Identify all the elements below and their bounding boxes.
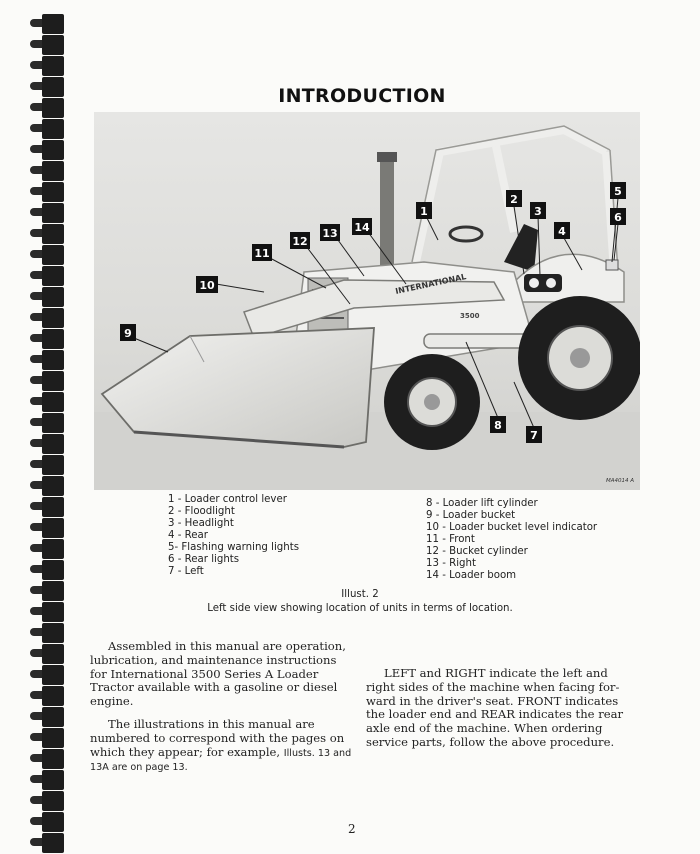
binding-coil xyxy=(24,224,68,242)
figure-code: MA4014 A xyxy=(605,478,634,484)
callout-4 xyxy=(554,222,570,239)
binding-coil xyxy=(24,350,68,368)
binding-coil xyxy=(24,308,68,326)
svg-text:9: 9 xyxy=(124,327,132,340)
binding-coil xyxy=(24,770,68,788)
binding-coil xyxy=(24,140,68,158)
svg-text:2: 2 xyxy=(510,193,518,206)
illustration-description: Left side view showing location of units in terms of location. xyxy=(207,603,513,614)
binding-coil xyxy=(24,728,68,746)
svg-text:7: 7 xyxy=(530,429,538,442)
binding-coil xyxy=(24,644,68,662)
binding-coil xyxy=(24,56,68,74)
page-number: 2 xyxy=(348,822,356,836)
binding-coil xyxy=(24,518,68,536)
callout-13 xyxy=(320,224,340,241)
callout-14 xyxy=(352,218,372,235)
svg-text:6: 6 xyxy=(614,211,622,224)
binding-coil xyxy=(24,182,68,200)
illustration-caption xyxy=(200,588,520,616)
binding-coil xyxy=(24,833,68,851)
callout-3 xyxy=(530,202,546,219)
legend-right xyxy=(426,498,597,582)
binding-coil xyxy=(24,266,68,284)
binding-coil xyxy=(24,812,68,830)
binding-coil xyxy=(24,371,68,389)
binding-coil xyxy=(24,560,68,578)
callout-8 xyxy=(490,416,506,433)
svg-text:10: 10 xyxy=(199,279,215,292)
binding-coil xyxy=(24,119,68,137)
callout-6 xyxy=(610,208,626,225)
svg-text:8: 8 xyxy=(494,419,502,432)
binding-coil xyxy=(24,665,68,683)
loader-tractor-photo xyxy=(94,112,640,490)
legend-item: 13 - Right xyxy=(426,558,476,569)
binding-coil xyxy=(24,392,68,410)
binding-coil xyxy=(24,476,68,494)
binding-coil xyxy=(24,413,68,431)
legend-item: 5- Flashing warning lights xyxy=(168,542,300,553)
right-column xyxy=(366,667,624,759)
callout-5 xyxy=(610,182,626,199)
legend-left xyxy=(168,494,299,578)
legend-item: 7 - Left xyxy=(168,566,204,577)
svg-text:3: 3 xyxy=(534,205,542,218)
binding-coil xyxy=(24,623,68,641)
callout-12 xyxy=(290,232,310,249)
callout-2 xyxy=(506,190,522,207)
legend-item: 9 - Loader bucket xyxy=(426,510,516,521)
callout-1 xyxy=(416,202,432,219)
callout-10 xyxy=(196,276,218,293)
model-decal: 3500 xyxy=(460,312,480,320)
legend-item: 14 - Loader boom xyxy=(426,570,517,581)
binding-coil xyxy=(24,77,68,95)
orientation-paragraph: LEFT and RIGHT indicate the left and right sides of the machine when facing for-ward in the driver's seat. FRONT indicates the loader end and REAR indicates the rear axle end of the machine. When ordering service parts, follow the above procedure. xyxy=(366,666,624,749)
legend-item: 4 - Rear xyxy=(168,530,208,541)
legend-item: 12 - Bucket cylinder xyxy=(426,546,528,557)
binding-coil xyxy=(24,35,68,53)
svg-text:4: 4 xyxy=(558,225,566,238)
legend-item: 2 - Floodlight xyxy=(168,506,235,517)
spiral-binding xyxy=(0,0,70,854)
binding-coil xyxy=(24,14,68,32)
binding-coil xyxy=(24,455,68,473)
binding-coil xyxy=(24,602,68,620)
binding-coil xyxy=(24,539,68,557)
binding-coil xyxy=(24,98,68,116)
binding-coil xyxy=(24,434,68,452)
legend-item: 3 - Headlight xyxy=(168,518,234,529)
callout-7 xyxy=(526,426,542,443)
tractor-decal: INTERNATIONAL xyxy=(394,272,468,296)
callout-11 xyxy=(252,244,272,261)
svg-text:1: 1 xyxy=(420,205,428,218)
binding-coil xyxy=(24,161,68,179)
binding-coil xyxy=(24,203,68,221)
svg-text:5: 5 xyxy=(614,185,622,198)
binding-coil xyxy=(24,749,68,767)
binding-coil xyxy=(24,581,68,599)
binding-coil xyxy=(24,329,68,347)
binding-coil xyxy=(24,287,68,305)
callout-9 xyxy=(120,324,136,341)
page-title: INTRODUCTION xyxy=(278,85,446,107)
svg-text:14: 14 xyxy=(354,221,370,234)
binding-coil xyxy=(24,497,68,515)
legend-item: 6 - Rear lights xyxy=(168,554,240,565)
intro-paragraph: Assembled in this manual are operation, lubrication, and maintenance instructions for International 3500 Series A Loader Tractor available with a gasoline or diesel engine. xyxy=(90,639,346,709)
legend-item: 10 - Loader bucket level indicator xyxy=(426,522,598,533)
illustration-label: Illust. 2 xyxy=(341,589,379,600)
binding-coil xyxy=(24,791,68,809)
svg-text:11: 11 xyxy=(254,247,270,260)
svg-text:13: 13 xyxy=(322,227,338,240)
legend-item: 11 - Front xyxy=(426,534,475,545)
left-column xyxy=(90,640,352,784)
binding-coil xyxy=(24,686,68,704)
svg-text:12: 12 xyxy=(292,235,308,248)
legend-item: 1 - Loader control lever xyxy=(168,494,287,505)
illustrations-example: Illusts. 13 and 13A are on page 13. xyxy=(90,747,352,774)
illustrations-text: The illustrations in this manual are numbered to correspond with the pages on which they appear; for example, xyxy=(90,716,345,759)
legend-item: 8 - Loader lift cylinder xyxy=(426,498,538,509)
binding-coil xyxy=(24,707,68,725)
binding-coil xyxy=(24,245,68,263)
illustrations-paragraph xyxy=(90,718,352,775)
